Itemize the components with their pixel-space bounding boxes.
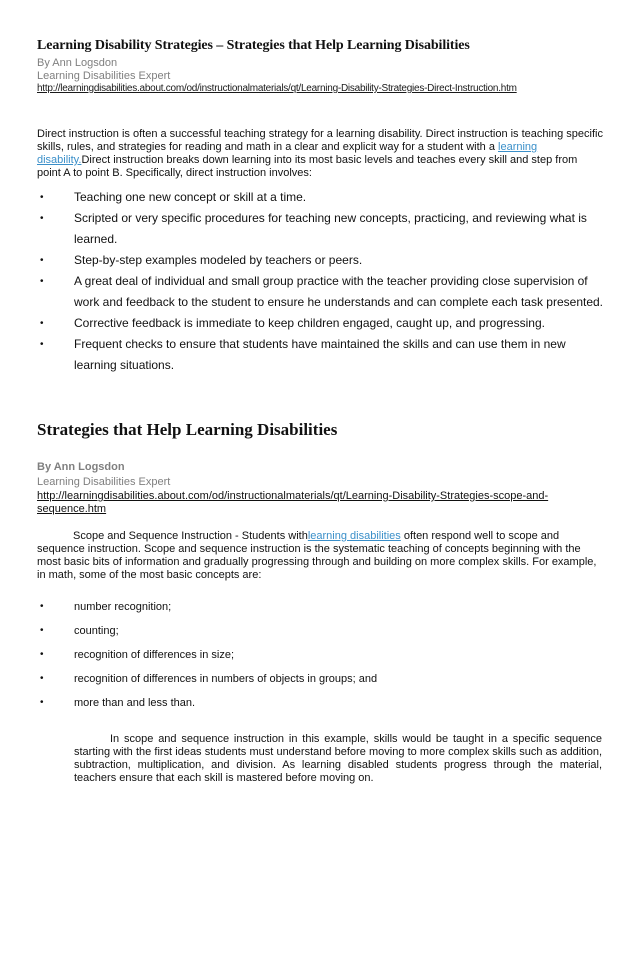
learning-disabilities-link[interactable]: learning disabilities	[307, 530, 401, 542]
bullet-icon: •	[40, 318, 44, 329]
bullet-icon: •	[40, 625, 44, 636]
math-concepts-list	[37, 600, 603, 720]
list-item	[37, 696, 603, 720]
list-item-text: Frequent checks to ensure that students have maintained the skills and can use them in new learning situations.	[74, 337, 566, 372]
scope-text-end: often respond well to scope and sequence instruction. Scope and sequence instruction is the systematic teaching of concepts beginning with the most basic bits of information and gradually progressing through and building on more complex skills. For example, in math, some of the most basic concepts are:	[37, 530, 597, 581]
article-title: Learning Disability Strategies – Strategies that Help Learning Disabilities	[37, 38, 470, 53]
scope-text-start: Scope and Sequence Instruction - Students with	[73, 530, 308, 542]
closing-paragraph: In scope and sequence instruction in this example, skills would be taught in a specific sequence starting with the first ideas students must understand before moving to more complex skills such as addition, subtraction, multiplication, and division. As learning disabled students progress through the material, teachers ensure that each skill is mastered before moving on.	[74, 733, 602, 784]
list-item-text: A great deal of individual and small group practice with the teacher providing close supervision of work and feedback to the student to ensure he understands and can complete each task presented.	[74, 274, 604, 309]
bullet-icon: •	[40, 213, 44, 224]
section-title: Strategies that Help Learning Disabilities	[37, 420, 338, 439]
list-item	[37, 624, 603, 648]
list-item-text: Corrective feedback is immediate to keep children engaged, caught up, and progressing.	[74, 316, 545, 330]
scope-sequence-paragraph	[37, 530, 603, 582]
list-item-text: more than and less than.	[74, 697, 196, 709]
list-item	[37, 208, 603, 250]
intro-paragraph	[37, 128, 603, 180]
intro-text-start: Direct instruction is often a successful teaching strategy for a learning disability. Direct instruction is teaching specific skills, rules, and strategies for reading and math in a clear and explicit way for a student with a	[37, 128, 603, 153]
list-item	[37, 250, 603, 271]
bullet-icon: •	[40, 697, 44, 708]
bullet-icon: •	[40, 276, 44, 287]
bullet-icon: •	[40, 649, 44, 660]
list-item-text: Teaching one new concept or skill at a time.	[74, 190, 307, 204]
list-item	[37, 187, 603, 208]
bullet-icon: •	[40, 601, 44, 612]
list-item-text: Step-by-step examples modeled by teachers or peers.	[74, 253, 363, 267]
list-item-text: number recognition;	[74, 601, 172, 613]
source-url-link[interactable]: http://learningdisabilities.about.com/od/instructionalmaterials/qt/Learning-Disability-Strategies-Direct-Instruction.htm	[37, 83, 517, 94]
list-item-text: recognition of differences in numbers of objects in groups; and	[74, 673, 378, 685]
intro-text-end: Direct instruction breaks down learning into its most basic levels and teaches every skill and step from point A to point B. Specifically, direct instruction involves:	[37, 154, 578, 179]
list-item	[37, 334, 603, 376]
learning-disability-link[interactable]: learning disability.	[37, 141, 538, 166]
list-item	[37, 313, 603, 334]
list-item-text: counting;	[74, 625, 119, 637]
list-item	[37, 271, 603, 313]
list-item	[37, 648, 603, 672]
list-item	[37, 672, 603, 696]
bullet-icon: •	[40, 255, 44, 266]
bullet-icon: •	[40, 339, 44, 350]
direct-instruction-list	[37, 187, 603, 376]
source-url-link[interactable]: http://learningdisabilities.about.com/od/instructionalmaterials/qt/Learning-Disability-Strategies-scope-and-sequence.htm	[37, 490, 549, 515]
author-role: Learning Disabilities Expert	[37, 476, 171, 488]
author-byline: By Ann Logsdon	[37, 57, 118, 69]
bullet-icon: •	[40, 673, 44, 684]
list-item	[37, 600, 603, 624]
author-byline: By Ann Logsdon	[37, 461, 125, 473]
bullet-icon: •	[40, 192, 44, 203]
list-item-text: recognition of differences in size;	[74, 649, 234, 661]
list-item-text: Scripted or very specific procedures for teaching new concepts, practicing, and reviewing what is learned.	[74, 211, 587, 246]
author-role: Learning Disabilities Expert	[37, 70, 171, 82]
